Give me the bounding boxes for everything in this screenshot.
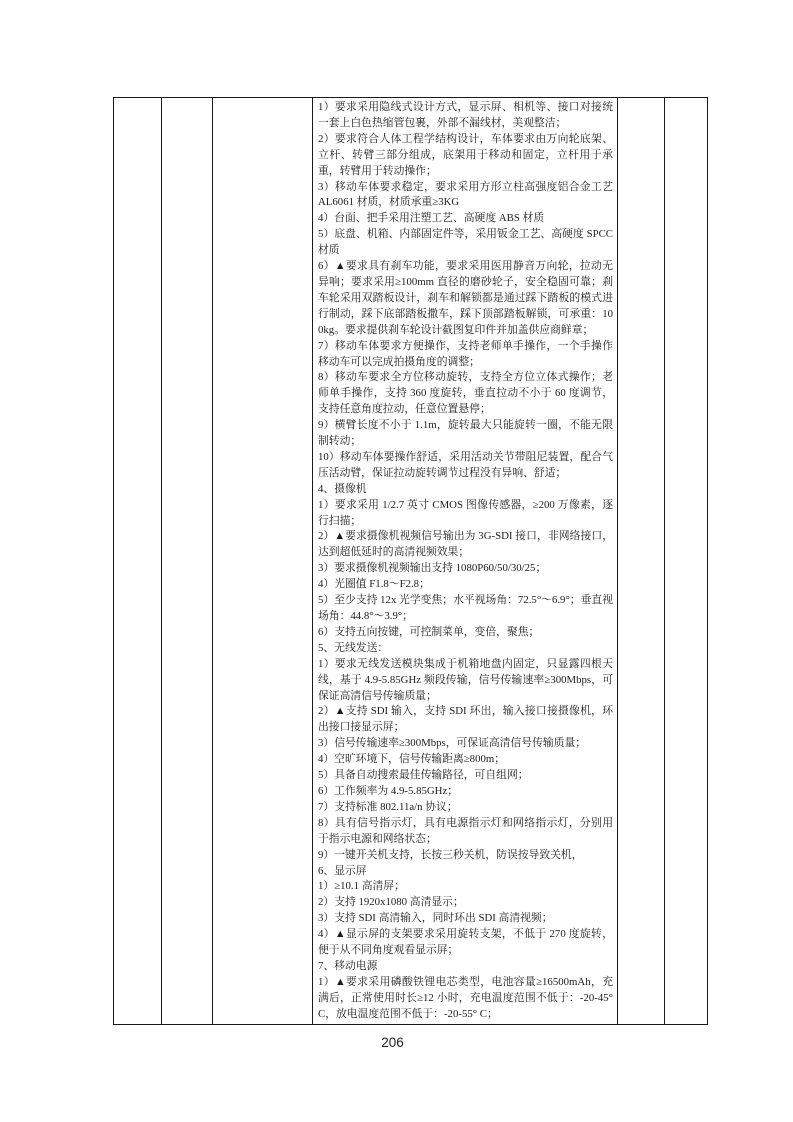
spec-section-heading: 5、无线发送： (318, 641, 389, 654)
spec-paragraph: 2）要求符合人体工程学结构设计，车体要求由万向轮底架、立杆、转臂三部分组成，底架用于移动和固定，立杆用于承重，转臂用于转动操作； (318, 132, 613, 177)
table-cell-col1-empty (114, 98, 162, 1024)
spec-section-heading: 6、显示屏 (318, 864, 367, 877)
spec-paragraph: 3）信号传输速率≥300Mbps，可保证高清信号传输质量； (318, 737, 587, 750)
spec-table (113, 97, 708, 1025)
spec-paragraph: 6）▲要求具有刹车功能，要求采用医用静音万向轮，拉动无异响；要求采用≥100mm 直径的磨砂轮子，安全稳固可靠；刹车轮采用双踏板设计，刹车和解锁都是通过踩下踏板的模式进行制动，踩下底部踏板撒车，踩下顶部踏板解锁，可承重：100kg。要求提供刹车轮设计截图复印件并加盖供应商鲜章； (318, 260, 613, 336)
table-cell-col3-empty (213, 98, 313, 1024)
spec-paragraph: 1）要求无线发送模块集成于机箱地盘内固定，只显露四根天线，基于 4.9-5.85GHz 频段传输，信号传输速率≥300Mbps，可保证高清信号传输质量； (318, 657, 613, 702)
spec-paragraph: 3）移动车体要求稳定，要求采用方形立柱高强度铝合金工艺 AL6061 材质，材质承重≥3KG (318, 180, 613, 209)
spec-paragraph: 8）具有信号指示灯，具有电源指示灯和网络指示灯，分别用于指示电源和网络状态； (318, 816, 613, 845)
spec-section-heading: 4、摄像机 (318, 482, 367, 495)
spec-paragraph: 2）支持 1920x1080 高清显示； (318, 896, 464, 909)
spec-paragraph: 5）具备自动搜索最佳传输路径，可自组网； (318, 769, 529, 782)
spec-paragraph: 4）空旷环境下，信号传输距离≥800m； (318, 753, 506, 766)
spec-paragraph: 4）▲显示屏的支架要求采用旋转支架，不低于 270 度旋转，便于从不同角度观看显示屏； (318, 928, 613, 957)
spec-paragraph: 10）移动车体要操作舒适，采用活动关节带阻尼装置，配合气压活动臂，保证拉动旋转调节过程没有异响、舒适； (318, 450, 613, 479)
spec-paragraph: 4）光圈值 F1.8～F2.8； (318, 578, 430, 591)
spec-paragraph: 1）要求采用隐线式设计方式，显示屏、相机等、接口对接统一套上白色热缩管包裹，外部不漏线材，美观整洁； (318, 101, 613, 129)
spec-paragraph: 1）▲要求采用磷酸铁锂电芯类型，电池容量≥16500mAh，充满后，正常使用时长≥12 小时，充电温度范围不低于：-20-45° C，放电温度范围不低于：-20-55° C； (318, 975, 613, 1020)
spec-paragraph: 6）支持五向按键，可控制菜单，变倍，聚焦； (318, 625, 540, 638)
spec-content-cell (313, 98, 618, 1024)
spec-paragraph: 5）底盘、机箱、内部固定件等，采用钣金工艺、高硬度 SPCC 材质 (318, 228, 613, 257)
spec-section-heading: 7、移动电源 (318, 959, 378, 972)
spec-paragraph: 9）一键开关机支持，长按三秒关机，防误按导致关机， (318, 848, 583, 861)
spec-paragraph: 2）▲支持 SDI 输入，支持 SDI 环出，输入接口接摄像机，环出接口接显示屏； (318, 705, 613, 734)
spec-paragraph: 1）≥10.1 高清屏； (318, 880, 405, 893)
spec-paragraph: 7）支持标准 802.11a/n 协议； (318, 800, 458, 813)
spec-paragraph: 7）移动车体要求方便操作，支持老师单手操作，一个手操作移动车可以完成拍摄角度的调整； (318, 339, 613, 368)
spec-paragraph: 8）移动车要求全方位移动旋转，支持全方位立体式操作；老师单手操作，支持 360 度旋转，垂直拉动不小于 60 度调节，支持任意角度拉动，任意位置悬停； (318, 371, 613, 416)
spec-paragraph: 1）要求采用 1/2.7 英寸 CMOS 图像传感器，≥200 万像素，逐行扫描； (318, 498, 613, 527)
table-cell-col2-empty (162, 98, 213, 1024)
spec-paragraph: 9）横臂长度不小于 1.1m，旋转最大只能旋转一圈，不能无限制转动； (318, 419, 613, 448)
spec-paragraph: 4）台面、把手采用注塑工艺、高硬度 ABS 材质 (318, 212, 545, 225)
table-cell-col5-empty (618, 98, 665, 1024)
spec-paragraph: 6）工作频率为 4.9-5.85GHz； (318, 784, 459, 797)
table-cell-col6-empty (665, 98, 707, 1024)
spec-paragraph: 3）要求摄像机视频输出支持 1080P60/50/30/25； (318, 562, 547, 575)
spec-paragraph: 2）▲要求摄像机视频信号输出为 3G-SDI 接口，非网络接口，达到超低延时的高清视频效果； (318, 530, 613, 559)
spec-paragraph: 5）至少支持 12x 光学变焦；水平视场角：72.5°～6.9°；垂直视场角：44.8°～3.9°； (318, 594, 613, 622)
page-number: 206 (381, 1035, 404, 1050)
spec-paragraph: 3）支持 SDI 高清输入，同时环出 SDI 高清视频； (318, 912, 553, 925)
